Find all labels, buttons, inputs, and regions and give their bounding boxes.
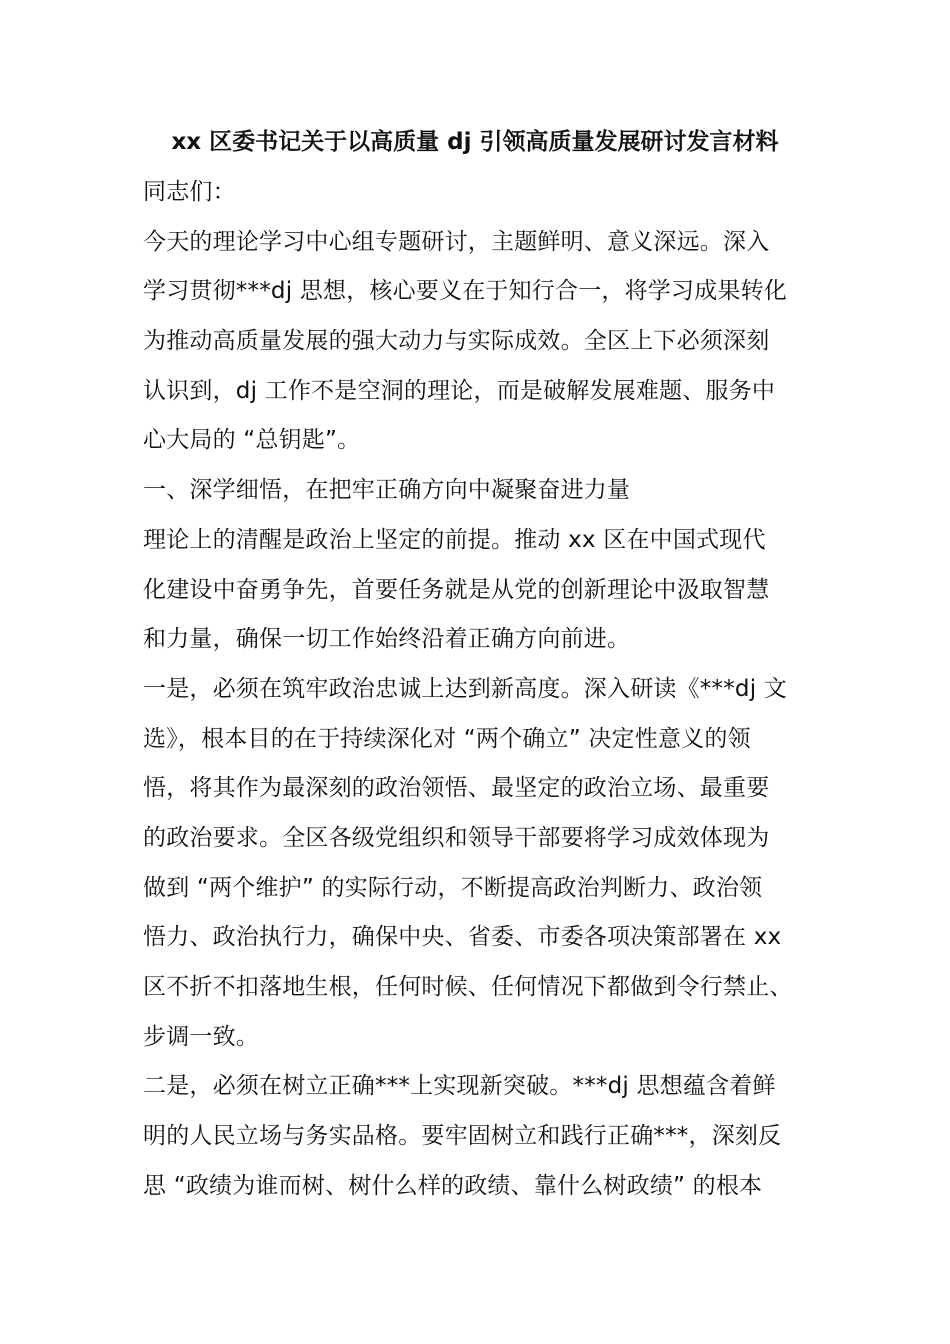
body-line: 的政治要求。全区各级党组织和领导干部要将学习成效体现为	[143, 824, 770, 851]
body-line: 步调一致。	[143, 1023, 259, 1050]
body-line: 悟力、政治执行力，确保中央、省委、市委各项决策部署在 xx	[143, 924, 782, 951]
salutation: 同志们：	[143, 179, 236, 205]
body-line: 为推动高质量发展的强大动力与实际成效。全区上下必须深刻	[143, 328, 770, 355]
body-line: 做到 “两个维护” 的实际行动，不断提高政治判断力、政治领	[143, 874, 763, 901]
body-line: 二是，必须在树立正确***上实现新突破。***dj 思想蕴含着鲜	[143, 1073, 776, 1100]
body-line: 今天的理论学习中心组专题研讨，主题鲜明、意义深远。深入	[143, 228, 770, 255]
body-line: 悟，将其作为最深刻的政治领悟、最坚定的政治立场、最重要	[143, 775, 770, 802]
document-body	[143, 172, 819, 1215]
body-line: 一是，必须在筑牢政治忠诚上达到新高度。深入研读《***dj 文	[143, 675, 788, 702]
section-heading: 一、深学细悟，在把牢正确方向中凝聚奋进力量	[143, 477, 631, 504]
body-line: 学习贯彻***dj 思想，核心要义在于知行合一，将学习成果转化	[143, 278, 788, 305]
body-line: 思 “政绩为谁而树、树什么样的政绩、靠什么树政绩” 的根本	[143, 1172, 763, 1199]
body-line: 和力量，确保一切工作始终沿着正确方向前进。	[143, 626, 631, 653]
body-line: 理论上的清醒是政治上坚定的前提。推动 xx 区在中国式现代	[143, 526, 766, 553]
body-line: 明的人民立场与务实品格。要牢固树立和践行正确***，深刻反	[143, 1123, 782, 1150]
body-line: 选》，根本目的在于持续深化对 “两个确立” 决定性意义的领	[143, 725, 751, 752]
body-line: 区不折不扣落地生根，任何时候、任何情况下都做到令行禁止、	[143, 974, 793, 1000]
body-line: 化建设中奋勇争先，首要任务就是从党的创新理论中汲取智慧	[143, 576, 770, 603]
document-title: xx 区委书记关于以高质量 dj 引领高质量发展研讨发言材料	[171, 129, 779, 155]
body-line: 心大局的 “总钥匙”。	[143, 427, 361, 454]
body-line: 认识到，dj 工作不是空洞的理论，而是破解发展难题、服务中	[143, 377, 776, 404]
